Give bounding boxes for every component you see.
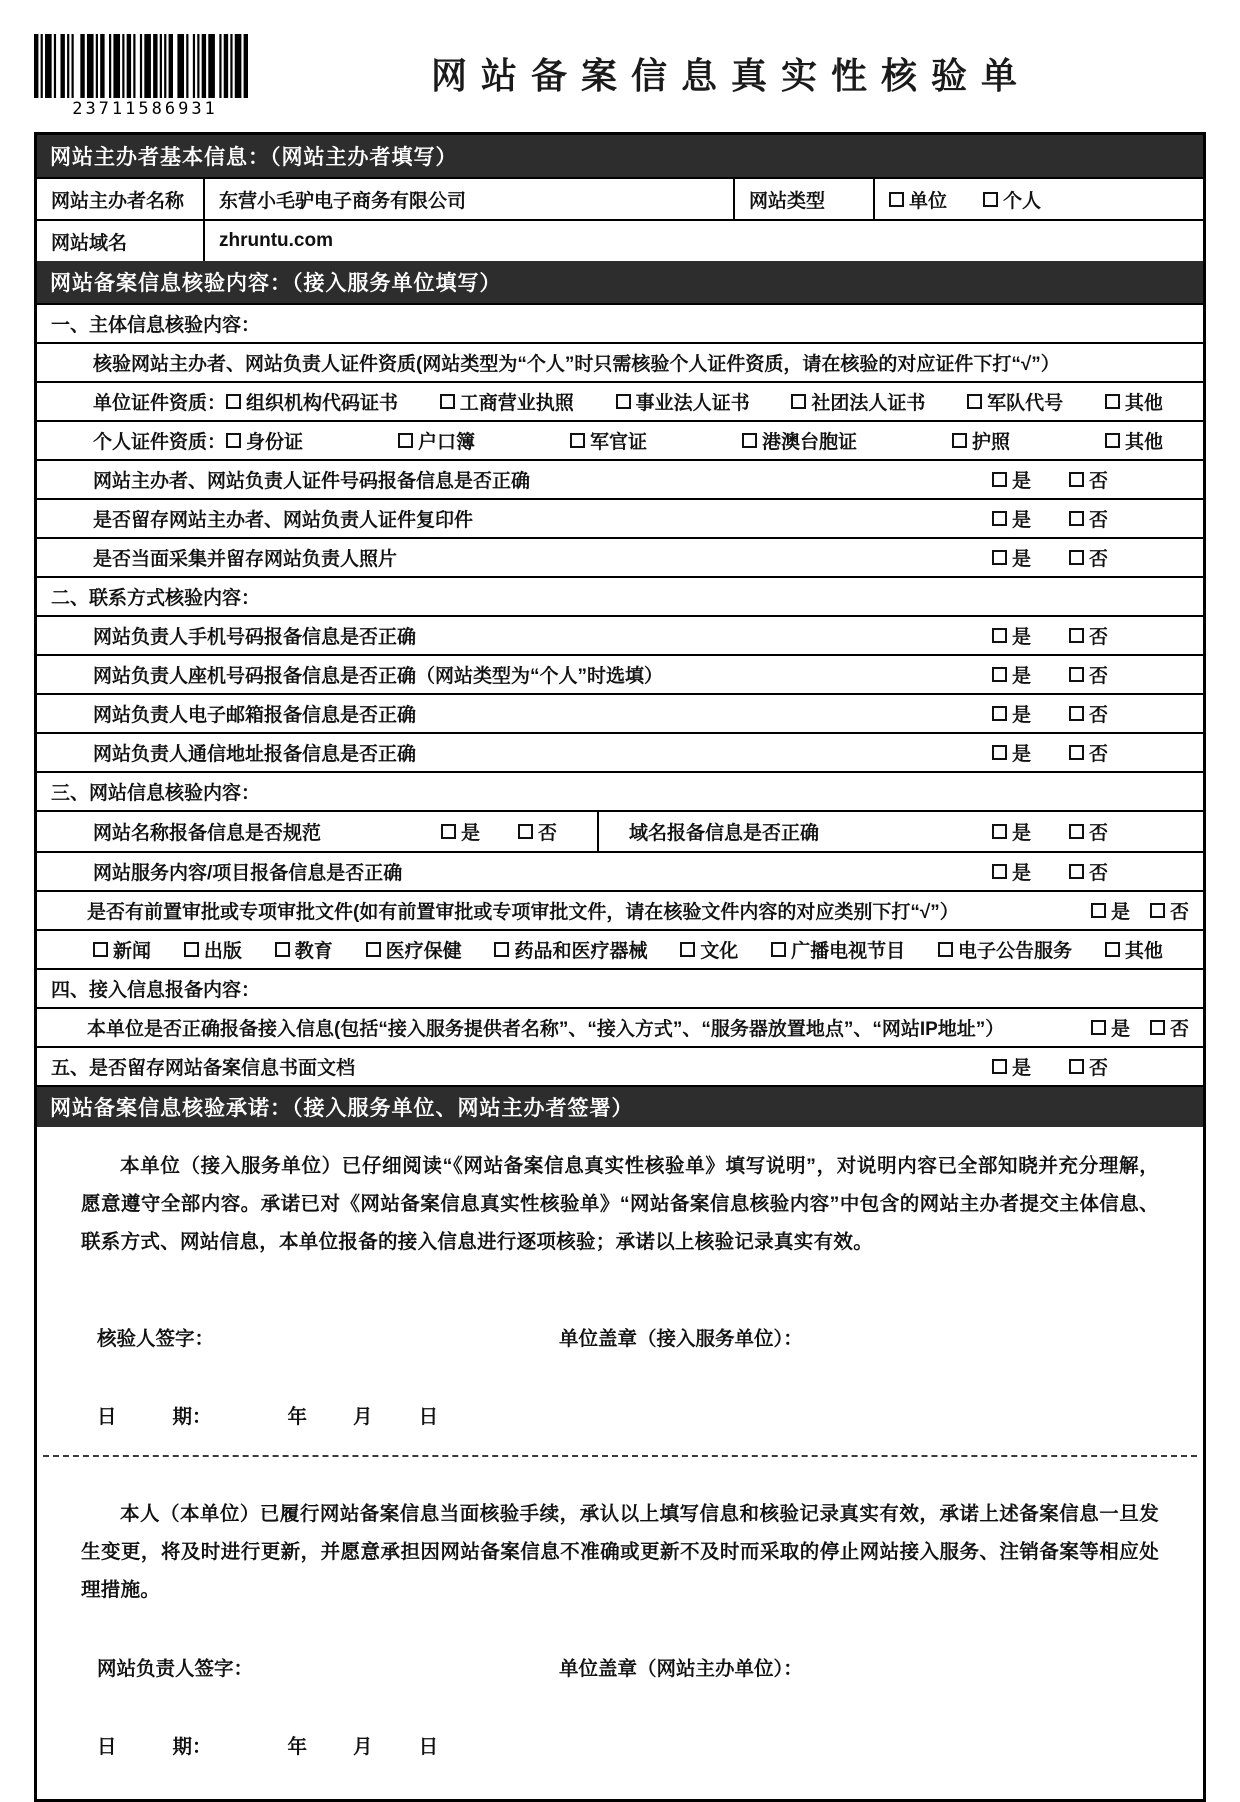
yes-option <box>1091 1014 1130 1041</box>
checkbox-publishing[interactable] <box>184 942 199 957</box>
yes-no-group <box>992 505 1203 532</box>
question-text: 本单位是否正确报备接入信息(包括“接入服务提供者名称”、“接入方式”、“服务器放置地点”、“网站IP地址”） <box>87 1019 1005 1040</box>
checkbox-business-license[interactable] <box>440 394 455 409</box>
checkbox-culture[interactable] <box>680 942 695 957</box>
checkbox-household-register[interactable] <box>398 433 413 448</box>
unit-cert-option <box>791 388 925 415</box>
date-word-year: 年 <box>287 1736 308 1759</box>
heading-text: 一、主体信息核验内容： <box>51 315 261 336</box>
row-q-cert-number <box>37 459 1203 498</box>
no-option <box>1069 544 1108 571</box>
heading-text: 四、接入信息报备内容： <box>51 980 261 1001</box>
yes-option <box>1091 897 1130 924</box>
part3-heading <box>37 771 1203 810</box>
question-text: 是否留存网站主办者、网站负责人证件复印件 <box>93 510 474 531</box>
domain-check-cell <box>597 812 1203 851</box>
checkbox-yes[interactable] <box>992 1059 1007 1074</box>
unit-cert-option <box>1105 388 1163 415</box>
barcode-number: 23711586931 <box>72 99 218 119</box>
checkbox-no[interactable] <box>1069 511 1084 526</box>
no-option <box>518 818 557 845</box>
checkbox-no[interactable] <box>1069 706 1084 721</box>
checkbox-broadcast-tv[interactable] <box>771 942 786 957</box>
checkbox-no[interactable] <box>1069 824 1084 839</box>
heading-text: 二、联系方式核验内容： <box>51 588 261 609</box>
site-type-options <box>873 179 1203 219</box>
checkbox-no[interactable] <box>1069 745 1084 760</box>
yes-label: 是 <box>1011 510 1031 531</box>
checkbox-no[interactable] <box>1150 903 1165 918</box>
checkbox-label: 军队代号 <box>987 393 1064 414</box>
checkbox-no[interactable] <box>1069 864 1084 879</box>
no-label: 否 <box>1088 823 1108 844</box>
part1-heading <box>37 303 1203 342</box>
question-text: 是否当面采集并留存网站负责人照片 <box>93 549 398 570</box>
question-text: 网站服务内容/项目报备信息是否正确 <box>93 863 403 884</box>
checkbox-no[interactable] <box>1069 472 1084 487</box>
checkbox-yes[interactable] <box>992 472 1007 487</box>
yes-label: 是 <box>1011 549 1031 570</box>
pledge-paragraph-organizer: 本人（本单位）已履行网站备案信息当面核验手续，承认以上填写信息和核验记录真实有效，承诺上述备案信息一旦发生变更，将及时进行更新，并愿意承担因网站备案信息不准确或更新不及时而采取的停止网站接入服务、注销备案等相应处理措施。 <box>81 1503 1159 1602</box>
pledge-body <box>37 1127 1203 1799</box>
yes-no-group <box>992 1053 1203 1080</box>
yes-no-group <box>992 661 1203 688</box>
checkbox-military-id[interactable] <box>570 433 585 448</box>
checkbox-label: 事业法人证书 <box>635 393 750 414</box>
category-option <box>938 936 1072 963</box>
organizer-stamp-label: 单位盖章（网站主办单位）： <box>559 1658 803 1681</box>
row-domain <box>37 219 1203 261</box>
row-q-landline <box>37 654 1203 693</box>
question-text: 网站负责人通信地址报备信息是否正确 <box>93 744 417 765</box>
no-option <box>1069 818 1108 845</box>
checkbox-pharma-devices[interactable] <box>494 942 509 957</box>
barcode-block <box>34 26 256 119</box>
question-text: 五、是否留存网站备案信息书面文档 <box>51 1058 356 1079</box>
yes-label: 是 <box>1011 744 1031 765</box>
checkbox-yes[interactable] <box>1091 1020 1106 1035</box>
no-option <box>1069 1053 1108 1080</box>
row-organizer <box>37 177 1203 219</box>
row-q-address <box>37 732 1203 771</box>
site-type-option-personal <box>983 186 1041 213</box>
yes-no-group <box>992 700 1203 727</box>
checkbox-label: 工商营业执照 <box>459 393 574 414</box>
yes-label: 是 <box>1011 705 1031 726</box>
date-word-month: 月 <box>353 1406 373 1429</box>
checkbox-label: 单位 <box>909 190 948 212</box>
row-cert-note <box>37 342 1203 381</box>
checkbox-yes[interactable] <box>992 824 1007 839</box>
yes-no-group <box>992 818 1203 845</box>
question-text: 网站负责人电子邮箱报备信息是否正确 <box>93 705 417 726</box>
barcode-image <box>34 34 248 98</box>
no-label: 否 <box>1088 705 1108 726</box>
no-label: 否 <box>1088 549 1108 570</box>
date-word-ri: 日 <box>97 1736 117 1759</box>
row-q-access <box>37 1007 1203 1046</box>
yes-no-group <box>992 739 1203 766</box>
part2-heading <box>37 576 1203 615</box>
isp-stamp-label: 单位盖章（接入服务单位）： <box>559 1328 803 1351</box>
checkbox-no[interactable] <box>1069 550 1084 565</box>
no-label: 否 <box>537 823 557 844</box>
unit-cert-options <box>226 388 1203 415</box>
question-text: 是否有前置审批或专项审批文件(如有前置审批或专项审批文件，请在核验文件内容的对应类别下打“√”） <box>87 902 959 923</box>
checkbox-no[interactable] <box>1069 628 1084 643</box>
checkbox-label: 文化 <box>700 941 739 962</box>
site-manager-signature-label: 网站负责人签字： <box>97 1658 254 1681</box>
yes-label: 是 <box>1110 1019 1130 1040</box>
checkbox-association-cert[interactable] <box>791 394 806 409</box>
yes-label: 是 <box>1011 471 1031 492</box>
yes-label: 是 <box>1011 666 1031 687</box>
personal-cert-option <box>1105 427 1163 454</box>
checkbox-yes[interactable] <box>441 824 456 839</box>
yes-label: 是 <box>1110 902 1130 923</box>
category-option <box>93 936 151 963</box>
isp-date-line <box>37 1401 1203 1429</box>
row-q-cert-copy <box>37 498 1203 537</box>
checkbox-no[interactable] <box>518 824 533 839</box>
no-label: 否 <box>1088 666 1108 687</box>
checkbox-label: 教育 <box>294 941 333 962</box>
checkbox-yes[interactable] <box>992 745 1007 760</box>
no-label: 否 <box>1088 1058 1108 1079</box>
unit-cert-option <box>967 388 1063 415</box>
row-q-photo <box>37 537 1203 576</box>
checkbox-yes[interactable] <box>992 706 1007 721</box>
checkbox-hmt-permit[interactable] <box>742 433 757 448</box>
date-word-day: 日 <box>418 1736 439 1759</box>
checkbox-label: 个人 <box>1003 190 1042 212</box>
checkbox-site-type-personal[interactable] <box>983 192 998 207</box>
checkbox-military-code[interactable] <box>967 394 982 409</box>
yes-option <box>441 818 480 845</box>
question-text: 域名报备信息是否正确 <box>629 823 820 844</box>
checkbox-label: 广播电视节目 <box>791 941 906 962</box>
no-option <box>1069 700 1108 727</box>
organizer-name-label: 网站主办者名称 <box>51 190 185 212</box>
yes-no-group <box>992 544 1203 571</box>
no-option <box>1069 739 1108 766</box>
checkbox-label: 电子公告服务 <box>958 941 1073 962</box>
yes-option <box>992 505 1031 532</box>
pledge-paragraph-isp: 本单位（接入服务单位）已仔细阅读“《网站备案信息真实性核验单》填写说明”，对说明内容已全部知晓并充分理解，愿意遵守全部内容。承诺已对《网站备案信息真实性核验单》“网站备案信息核验内容”中包含的网站主办者提交主体信息、联系方式、网站信息，本单位报备的接入信息进行逐项核验；承诺以上核验记录真实有效。 <box>81 1155 1159 1254</box>
yes-option <box>992 544 1031 571</box>
checkbox-healthcare[interactable] <box>366 942 381 957</box>
yes-no-group <box>992 466 1203 493</box>
no-label: 否 <box>1088 863 1108 884</box>
checkbox-yes[interactable] <box>1091 903 1106 918</box>
checkbox-no[interactable] <box>1069 667 1084 682</box>
row-sitename-domain <box>37 810 1203 851</box>
organizer-date-line <box>37 1731 1203 1759</box>
personal-cert-prefix: 个人证件资质： <box>93 432 227 453</box>
yes-option <box>992 739 1031 766</box>
row-q-email <box>37 693 1203 732</box>
row-q-service <box>37 851 1203 890</box>
section-pledge-header: 网站备案信息核验承诺：（接入服务单位、网站主办者签署） <box>37 1085 1203 1127</box>
no-label: 否 <box>1169 902 1189 923</box>
category-option <box>771 936 905 963</box>
no-option <box>1150 897 1189 924</box>
checkbox-label: 医疗保健 <box>385 941 462 962</box>
yes-option <box>992 466 1031 493</box>
yes-option <box>992 1053 1031 1080</box>
yes-no-group <box>441 818 597 845</box>
checkbox-label: 户口簿 <box>418 432 476 453</box>
category-option <box>680 936 738 963</box>
checkbox-bbs-service[interactable] <box>938 942 953 957</box>
checkbox-label: 护照 <box>971 432 1010 453</box>
no-option <box>1069 661 1108 688</box>
row-q-preapproval <box>37 890 1203 929</box>
no-label: 否 <box>1169 1019 1189 1040</box>
organizer-signature-line <box>37 1653 1203 1681</box>
checkbox-yes[interactable] <box>992 511 1007 526</box>
date-word-year: 年 <box>287 1406 308 1429</box>
checkbox-id-card[interactable] <box>226 433 241 448</box>
no-option <box>1069 858 1108 885</box>
category-option <box>366 936 462 963</box>
personal-cert-option <box>570 427 647 454</box>
unit-cert-option <box>440 388 574 415</box>
yes-label: 是 <box>1011 823 1031 844</box>
checkbox-personal-other[interactable] <box>1105 433 1120 448</box>
personal-cert-option <box>742 427 857 454</box>
row-unit-cert <box>37 381 1203 420</box>
section-verify-header: 网站备案信息核验内容：（接入服务单位填写） <box>37 261 1203 303</box>
organizer-name-value: 东营小毛驴电子商务有限公司 <box>203 179 733 219</box>
yes-option <box>992 661 1031 688</box>
personal-cert-option <box>952 427 1010 454</box>
yes-no-group <box>1091 1014 1203 1041</box>
yes-no-group <box>992 858 1203 885</box>
checkbox-label: 新闻 <box>113 941 152 962</box>
checkbox-label: 组织机构代码证书 <box>246 393 399 414</box>
date-word-ri: 日 <box>97 1406 117 1429</box>
unit-cert-option <box>616 388 750 415</box>
site-type-option-unit <box>889 186 947 213</box>
row-q-mobile <box>37 615 1203 654</box>
no-option <box>1069 505 1108 532</box>
question-text: 网站主办者、网站负责人证件号码报备信息是否正确 <box>93 471 531 492</box>
no-option <box>1069 466 1108 493</box>
checkbox-passport[interactable] <box>952 433 967 448</box>
row-approval-categories <box>37 929 1203 968</box>
checkbox-label: 其他 <box>1124 432 1163 453</box>
yes-no-group <box>992 622 1203 649</box>
category-option <box>184 936 242 963</box>
unit-cert-prefix: 单位证件资质： <box>93 393 227 414</box>
page-title: 网站备案信息真实性核验单 <box>430 55 1031 96</box>
personal-cert-options <box>226 427 1203 454</box>
yes-option <box>992 818 1031 845</box>
verifier-signature-label: 核验人签字： <box>97 1328 215 1351</box>
note-text: 核验网站主办者、网站负责人证件资质(网站类型为“个人”时只需核验个人证件资质，请在核验的对应证件下打“√”） <box>93 354 1060 375</box>
checkbox-label: 港澳台胞证 <box>761 432 857 453</box>
row-personal-cert <box>37 420 1203 459</box>
date-word-qi: 期： <box>172 1406 212 1429</box>
yes-no-group <box>1091 897 1203 924</box>
checkbox-label: 药品和医疗器械 <box>514 941 648 962</box>
row-part5 <box>37 1046 1203 1085</box>
unit-cert-option <box>226 388 398 415</box>
yes-option <box>992 858 1031 885</box>
checkbox-education[interactable] <box>275 942 290 957</box>
date-word-day: 日 <box>418 1406 439 1429</box>
no-option <box>1150 1014 1189 1041</box>
no-label: 否 <box>1088 744 1108 765</box>
category-option <box>494 936 647 963</box>
personal-cert-option <box>398 427 475 454</box>
checkbox-label: 出版 <box>203 941 242 962</box>
approval-categories <box>93 936 1203 963</box>
domain-value: zhruntu.com <box>203 221 1203 261</box>
question-text: 网站负责人手机号码报备信息是否正确 <box>93 627 417 648</box>
category-option <box>275 936 333 963</box>
date-word-month: 月 <box>353 1736 373 1759</box>
heading-text: 三、网站信息核验内容： <box>51 783 261 804</box>
checkbox-no[interactable] <box>1150 1020 1165 1035</box>
checkbox-label: 军官证 <box>589 432 647 453</box>
checkbox-label: 其他 <box>1124 393 1163 414</box>
checkbox-label: 社团法人证书 <box>811 393 926 414</box>
no-option <box>1069 622 1108 649</box>
checkbox-label: 身份证 <box>246 432 304 453</box>
document-header <box>34 26 1206 128</box>
yes-label: 是 <box>1011 1058 1031 1079</box>
yes-option <box>992 700 1031 727</box>
site-type-label: 网站类型 <box>733 179 873 219</box>
checkbox-yes[interactable] <box>992 864 1007 879</box>
category-option <box>1105 936 1163 963</box>
verification-form <box>34 132 1206 1802</box>
date-word-qi: 期： <box>172 1736 212 1759</box>
yes-label: 是 <box>460 823 480 844</box>
checkbox-org-code-cert[interactable] <box>226 394 241 409</box>
checkbox-label: 其他 <box>1124 941 1163 962</box>
checkbox-site-type-unit[interactable] <box>889 192 904 207</box>
checkbox-yes[interactable] <box>992 667 1007 682</box>
checkbox-yes[interactable] <box>992 628 1007 643</box>
question-text: 网站负责人座机号码报备信息是否正确（网站类型为“个人”时选填） <box>93 666 664 687</box>
sitename-cell <box>37 812 597 851</box>
yes-option <box>992 622 1031 649</box>
checkbox-no[interactable] <box>1069 1059 1084 1074</box>
no-label: 否 <box>1088 627 1108 648</box>
yes-label: 是 <box>1011 863 1031 884</box>
checkbox-news[interactable] <box>93 942 108 957</box>
isp-signature-line <box>37 1323 1203 1351</box>
checkbox-unit-other[interactable] <box>1105 394 1120 409</box>
personal-cert-option <box>226 427 303 454</box>
domain-label: 网站域名 <box>51 232 128 254</box>
question-text: 网站名称报备信息是否规范 <box>93 823 322 844</box>
checkbox-category-other[interactable] <box>1105 942 1120 957</box>
section-basic-header: 网站主办者基本信息：（网站主办者填写） <box>37 135 1203 177</box>
yes-label: 是 <box>1011 627 1031 648</box>
no-label: 否 <box>1088 510 1108 531</box>
checkbox-institution-cert[interactable] <box>616 394 631 409</box>
checkbox-yes[interactable] <box>992 550 1007 565</box>
dashed-separator <box>43 1455 1197 1457</box>
no-label: 否 <box>1088 471 1108 492</box>
part4-heading <box>37 968 1203 1007</box>
